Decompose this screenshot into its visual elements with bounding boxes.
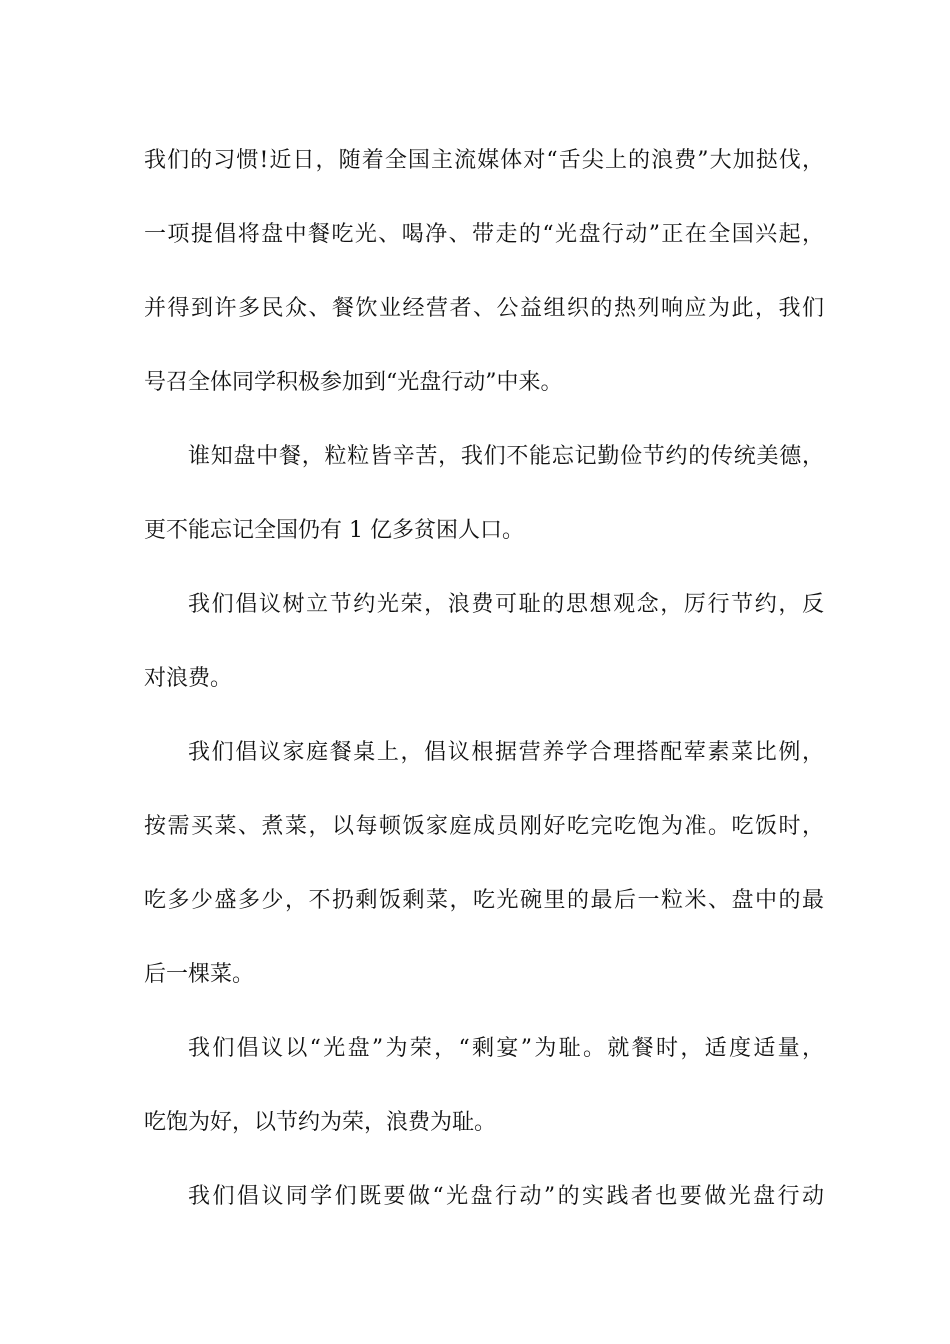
- paragraph-line: 一项提倡将盘中餐吃光、喝净、带走的“光盘行动”正在全国兴起，: [144, 222, 824, 247]
- paragraph-line: 我们倡议同学们既要做“光盘行动”的实践者也要做光盘行动: [188, 1184, 824, 1209]
- paragraph-line: 并得到许多民众、餐饮业经营者、公益组织的热列响应为此，我们: [144, 296, 824, 321]
- paragraph-line: 号召全体同学积极参加到“光盘行动”中来。: [144, 370, 563, 395]
- paragraph-line: 我们倡议树立节约光荣，浪费可耻的思想观念，厉行节约，反: [188, 592, 824, 617]
- paragraph-line: 后一棵菜。: [144, 962, 255, 987]
- paragraph-line: 我们倡议以“光盘”为荣，“剩宴”为耻。就餐时，适度适量，: [188, 1036, 824, 1061]
- paragraph-line: 吃多少盛多少，不扔剩饭剩菜，吃光碗里的最后一粒米、盘中的最: [144, 888, 824, 913]
- paragraph-line: 我们的习惯!近日，随着全国主流媒体对“舌尖上的浪费”大加挞伐，: [144, 148, 824, 173]
- paragraph-line: 我们倡议家庭餐桌上，倡议根据营养学合理搭配荤素菜比例，: [188, 740, 824, 765]
- paragraph-line: 对浪费。: [144, 666, 233, 691]
- paragraph-line: 按需买菜、煮菜，以每顿饭家庭成员刚好吃完吃饱为准。吃饭时，: [144, 814, 824, 839]
- document-body: [144, 124, 824, 1234]
- paragraph-line: 更不能忘记全国仍有 1 亿多贫困人口。: [144, 518, 524, 543]
- paragraph-line: 吃饱为好，以节约为荣，浪费为耻。: [144, 1110, 497, 1135]
- paragraph-line: 谁知盘中餐，粒粒皆辛苦，我们不能忘记勤俭节约的传统美德，: [188, 444, 824, 469]
